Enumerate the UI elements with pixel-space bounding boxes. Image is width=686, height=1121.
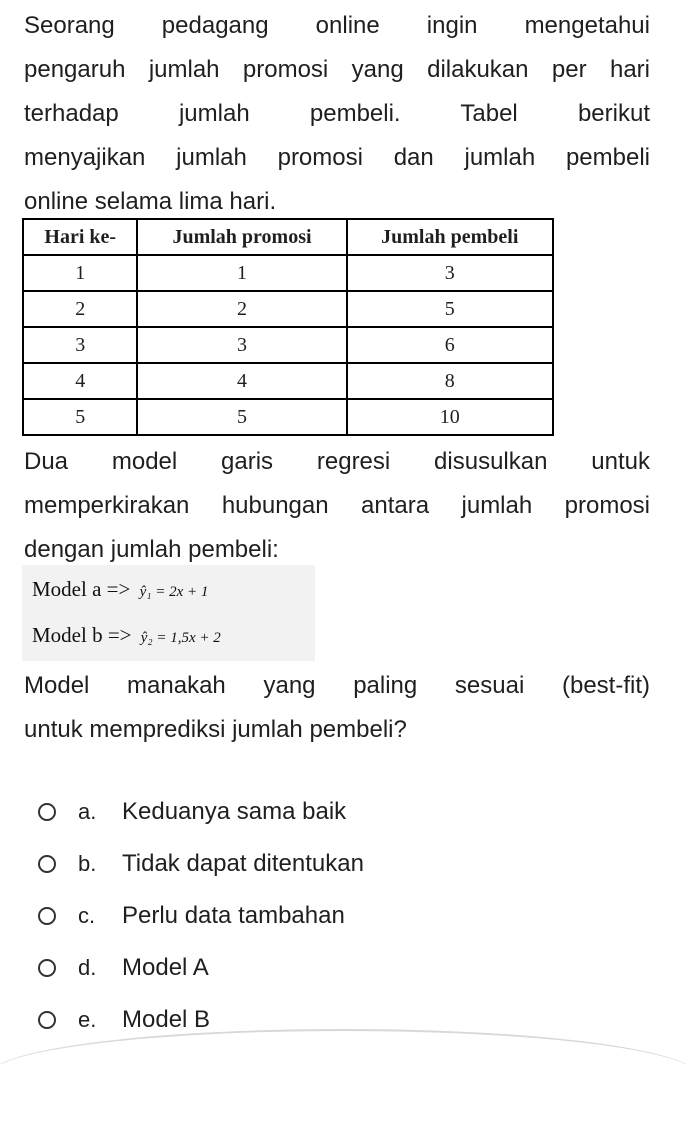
model-b-label: Model b =>: [32, 623, 132, 647]
table-cell: 3: [347, 255, 553, 291]
model-a-label: Model a =>: [32, 577, 131, 601]
table-row: [23, 399, 553, 435]
option-a[interactable]: [38, 792, 638, 832]
radio-button-icon[interactable]: [38, 803, 56, 821]
option-d[interactable]: [38, 948, 638, 988]
bottom-edge-decoration: [0, 1029, 686, 1121]
radio-button-icon[interactable]: [38, 907, 56, 925]
table-row: [23, 363, 553, 399]
table-cell: 1: [137, 255, 346, 291]
model-a: [32, 577, 208, 602]
models-intro-line: memperkirakan hubungan antara jumlah promosi: [24, 492, 650, 519]
column-header-day: Hari ke-: [23, 219, 137, 255]
option-letter: a.: [78, 799, 97, 824]
models-intro-line: Dua model garis regresi disusulkan untuk: [24, 448, 650, 475]
table-cell: 4: [23, 363, 137, 399]
option-text: Model A: [122, 954, 209, 981]
option-text: Model B: [122, 1006, 211, 1033]
table-cell: 4: [137, 363, 346, 399]
radio-button-icon[interactable]: [38, 855, 56, 873]
radio-button-icon[interactable]: [38, 959, 56, 977]
intro-line: terhadap jumlah pembeli. Tabel berikut: [24, 100, 650, 127]
table-cell: 10: [347, 399, 553, 435]
radio-button-icon[interactable]: [38, 1011, 56, 1029]
table-row: [23, 327, 553, 363]
table-cell: 5: [23, 399, 137, 435]
intro-line: online selama lima hari.: [24, 188, 277, 215]
table-row: [23, 291, 553, 327]
models-intro-line: dengan jumlah pembeli:: [24, 536, 279, 563]
option-b[interactable]: [38, 844, 638, 884]
table-cell: 5: [137, 399, 346, 435]
model-a-equation: ŷ₁ = 2x + 1: [139, 584, 209, 600]
table-cell: 2: [23, 291, 137, 327]
promotion-buyers-table: [22, 218, 554, 436]
question-line: Model manakah yang paling sesuai (best-fit): [24, 672, 650, 699]
table-cell: 5: [347, 291, 553, 327]
option-letter: d.: [78, 955, 97, 980]
question-line: untuk memprediksi jumlah pembeli?: [24, 716, 407, 743]
option-letter: c.: [78, 903, 96, 928]
column-header-promotions: Jumlah promosi: [137, 219, 346, 255]
regression-models-box: [22, 565, 315, 661]
table-row: [23, 255, 553, 291]
table-cell: 6: [347, 327, 553, 363]
column-header-buyers: Jumlah pembeli: [347, 219, 553, 255]
question-text: [24, 664, 650, 752]
option-text: Tidak dapat ditentukan: [122, 850, 364, 877]
table-header-row: [23, 219, 553, 255]
intro-line: menyajikan jumlah promosi dan jumlah pembeli: [24, 144, 650, 171]
intro-line: pengaruh jumlah promosi yang dilakukan per hari: [24, 56, 650, 83]
table-cell: 3: [137, 327, 346, 363]
option-letter: e.: [78, 1007, 97, 1032]
model-b-equation: ŷ₂ = 1,5x + 2: [140, 630, 221, 646]
intro-line: Seorang pedagang online ingin mengetahui: [24, 12, 650, 39]
intro-paragraph: [24, 4, 650, 224]
models-intro-paragraph: [24, 440, 650, 572]
table-cell: 1: [23, 255, 137, 291]
option-c[interactable]: [38, 896, 638, 936]
option-text: Perlu data tambahan: [122, 902, 345, 929]
table-cell: 3: [23, 327, 137, 363]
table-cell: 8: [347, 363, 553, 399]
model-b: [32, 623, 221, 648]
option-letter: b.: [78, 851, 97, 876]
table-cell: 2: [137, 291, 346, 327]
option-text: Keduanya sama baik: [122, 798, 347, 825]
